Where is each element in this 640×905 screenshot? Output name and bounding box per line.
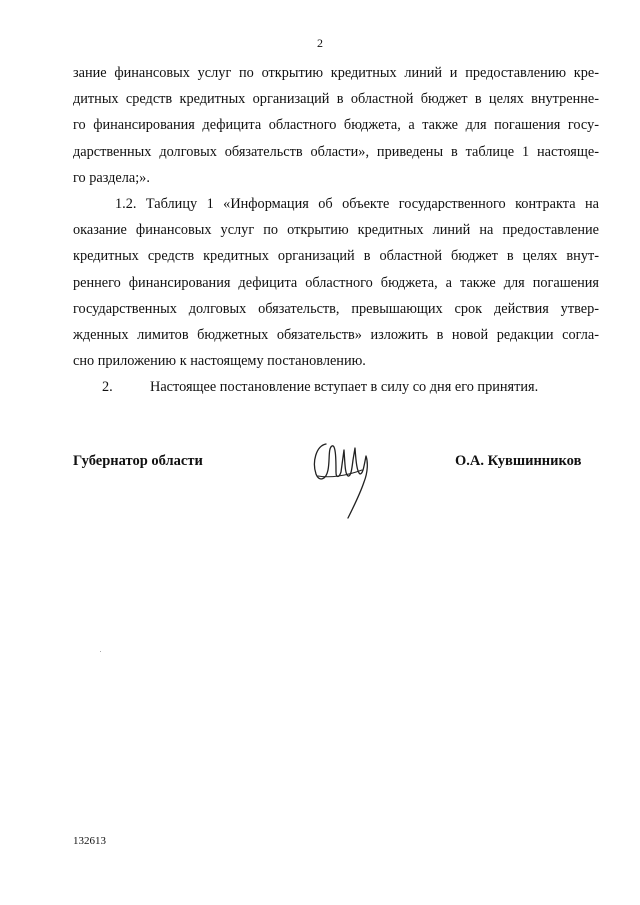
signatory-name: О.А. Кувшинников: [455, 453, 582, 469]
text-line: оказание финансовых услуг по открытию кредитных линий на предоставление: [73, 222, 599, 239]
scan-speck: [100, 651, 101, 652]
text-line: жденных лимитов бюджетных обязательств» изложить в новой редакции согла-: [73, 326, 599, 343]
paragraph-1-2: [73, 191, 599, 374]
text-line: кредитных средств кредитных организаций в областной бюджет в целях внут-: [73, 248, 599, 265]
text-line: го финансирования дефицита областного бюджета, а также для погашения госу-: [73, 117, 599, 134]
text-line: 1.2. Таблицу 1 «Информация об объекте государственного контракта на: [115, 196, 599, 212]
document-code: 132613: [73, 835, 106, 847]
paragraph-continuation: [73, 60, 599, 191]
text-line: го раздела;».: [73, 169, 150, 186]
text-line: дитных средств кредитных организаций в областной бюджет в целях внутренне-: [73, 91, 599, 108]
item-2-number: 2.: [102, 379, 113, 395]
page-number: 2: [317, 36, 323, 50]
signatory-role: Губернатор области: [73, 453, 203, 469]
text-line: дарственных долговых обязательств области», приведены в таблице 1 настояще-: [73, 143, 599, 160]
text-line: государственных долговых обязательств, превышающих срок действия утвер-: [73, 300, 599, 317]
handwritten-signature: [308, 432, 378, 522]
item-2-text: Настоящее постановление вступает в силу со дня его принятия.: [150, 379, 539, 395]
text-line: зание финансовых услуг по открытию кредитных линий и предоставлению кре-: [73, 65, 599, 81]
text-line: реннего финансирования дефицита областного бюджета, а также для погашения: [73, 274, 599, 291]
text-line: сно приложению к настоящему постановлению.: [73, 353, 366, 370]
